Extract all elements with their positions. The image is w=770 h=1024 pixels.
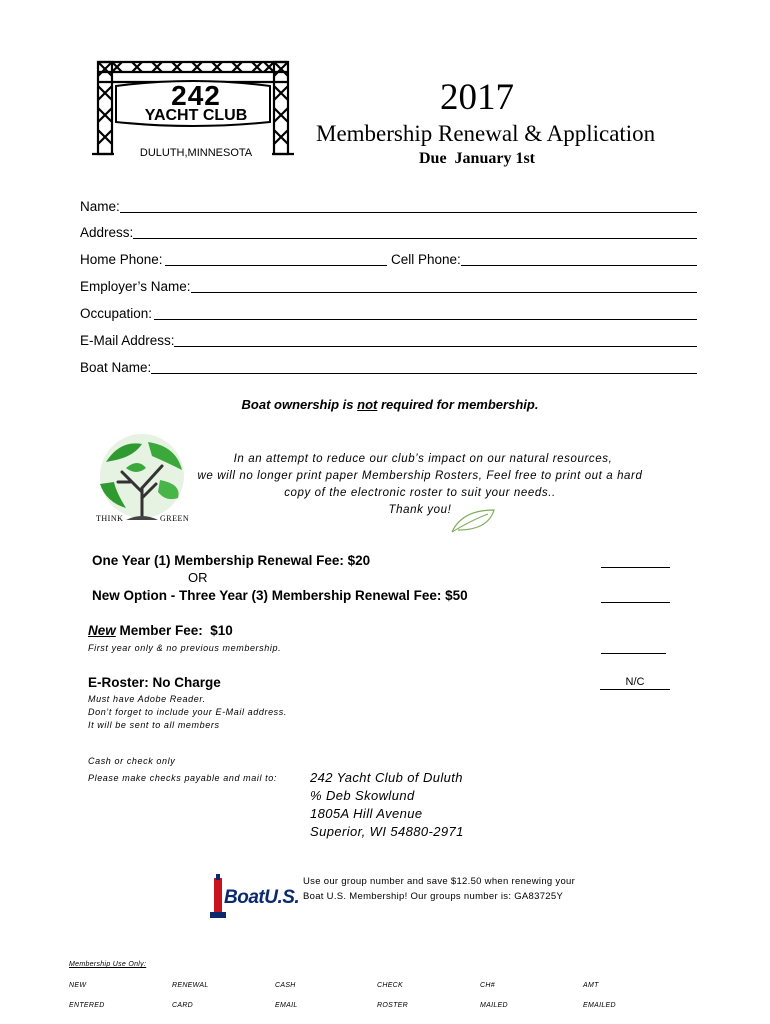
logo-number: 242 (171, 80, 221, 111)
mail-address-2: % Deb Skowlund (310, 788, 415, 803)
boat-note-before: Boat ownership is (241, 397, 358, 412)
occupation-field[interactable] (154, 305, 697, 320)
three-year-amount-field[interactable] (601, 589, 670, 603)
form-year: 2017 (440, 77, 514, 118)
one-year-fee: One Year (1) Membership Renewal Fee: $20 (92, 553, 371, 568)
eroster-nc: N/C (625, 676, 645, 688)
mail-address-1: 242 Yacht Club of Duluth (310, 770, 463, 785)
office-roster[interactable]: ROSTER (377, 1002, 408, 1009)
logo-location: DULUTH,MINNESOTA (139, 147, 253, 159)
eroster-note-3: It will be sent to all members (88, 720, 220, 730)
office-amount[interactable]: AMT (583, 982, 599, 989)
green-line-3: copy of the electronic roster to suit your needs.. (284, 487, 556, 499)
due-date: Due January 1st (419, 150, 536, 167)
new-member-rest: Member Fee: $10 (115, 623, 233, 638)
employer-field[interactable] (191, 278, 697, 293)
occupation-label: Occupation: (80, 306, 153, 321)
office-emailed[interactable]: EMAILED (583, 1002, 616, 1009)
name-label: Name: (80, 199, 120, 214)
payable-note: Please make checks payable and mail to: (88, 773, 277, 783)
eroster-note-1: Must have Adobe Reader. (88, 694, 206, 704)
home-phone-field[interactable] (165, 251, 387, 266)
new-word: New (88, 623, 116, 638)
address-field[interactable] (133, 224, 697, 239)
boat-name-field[interactable] (151, 359, 697, 374)
new-member-fee (88, 623, 233, 638)
home-phone-label: Home Phone: (80, 252, 163, 267)
cell-phone-label: Cell Phone: (391, 252, 461, 267)
office-new[interactable]: NEW (69, 982, 87, 989)
boatus-line-1: Use our group number and save $12.50 when renewing your (303, 876, 576, 887)
three-year-fee: New Option - Three Year (3) Membership Renewal Fee: $50 (92, 588, 468, 603)
new-member-note: First year only & no previous membership. (88, 643, 282, 653)
boatus-wordmark: BoatU.S. (224, 887, 300, 908)
address-label: Address: (80, 225, 134, 240)
office-card[interactable]: CARD (172, 1002, 194, 1009)
office-renewal[interactable]: RENEWAL (172, 982, 209, 989)
email-label: E-Mail Address: (80, 333, 175, 348)
new-member-amount-field[interactable] (601, 640, 666, 654)
email-field[interactable] (174, 332, 697, 347)
green-line-1: In an attempt to reduce our club’s impact on our natural resources, (233, 453, 613, 465)
cash-check-note: Cash or check only (88, 756, 176, 766)
office-check[interactable]: CHECK (377, 982, 404, 989)
eroster-amount (600, 676, 670, 690)
office-use-heading: Membership Use Only: (69, 961, 147, 968)
mail-address-3: 1805A Hill Avenue (310, 806, 423, 821)
eroster-fee: E-Roster: No Charge (88, 675, 221, 690)
office-cash[interactable]: CASH (275, 982, 296, 989)
office-email[interactable]: EMAIL (275, 1002, 298, 1009)
logo-name: YACHT CLUB (144, 107, 248, 124)
name-field[interactable] (120, 198, 697, 213)
office-mailed[interactable]: MAILED (480, 1002, 508, 1009)
boatus-line-2: Boat U.S. Membership! Our groups number is: GA83725Y (303, 891, 564, 902)
office-entered[interactable]: ENTERED (69, 1002, 105, 1009)
office-check-number[interactable]: CH# (480, 982, 495, 989)
employer-label: Employer’s Name: (80, 279, 191, 294)
boat-note-emph: not (357, 397, 378, 412)
boat-note-after: required for membership. (377, 397, 539, 412)
green-line-4: Thank you! (388, 504, 452, 516)
think-word: THINK (96, 514, 124, 523)
or-label: OR (188, 570, 208, 585)
eroster-note-2: Don’t forget to include your E-Mail address. (88, 707, 287, 717)
mail-address-4: Superior, WI 54880-2971 (310, 824, 464, 839)
leaf-icon (448, 506, 498, 534)
cell-phone-field[interactable] (461, 251, 697, 266)
green-word: GREEN (160, 514, 190, 523)
boat-ownership-note (0, 397, 770, 412)
boat-name-label: Boat Name: (80, 360, 152, 375)
form-title: Membership Renewal & Application (316, 121, 656, 146)
one-year-amount-field[interactable] (601, 554, 670, 568)
green-line-2: we will no longer print paper Membership Rosters, Feel free to print out a hard (197, 470, 643, 482)
